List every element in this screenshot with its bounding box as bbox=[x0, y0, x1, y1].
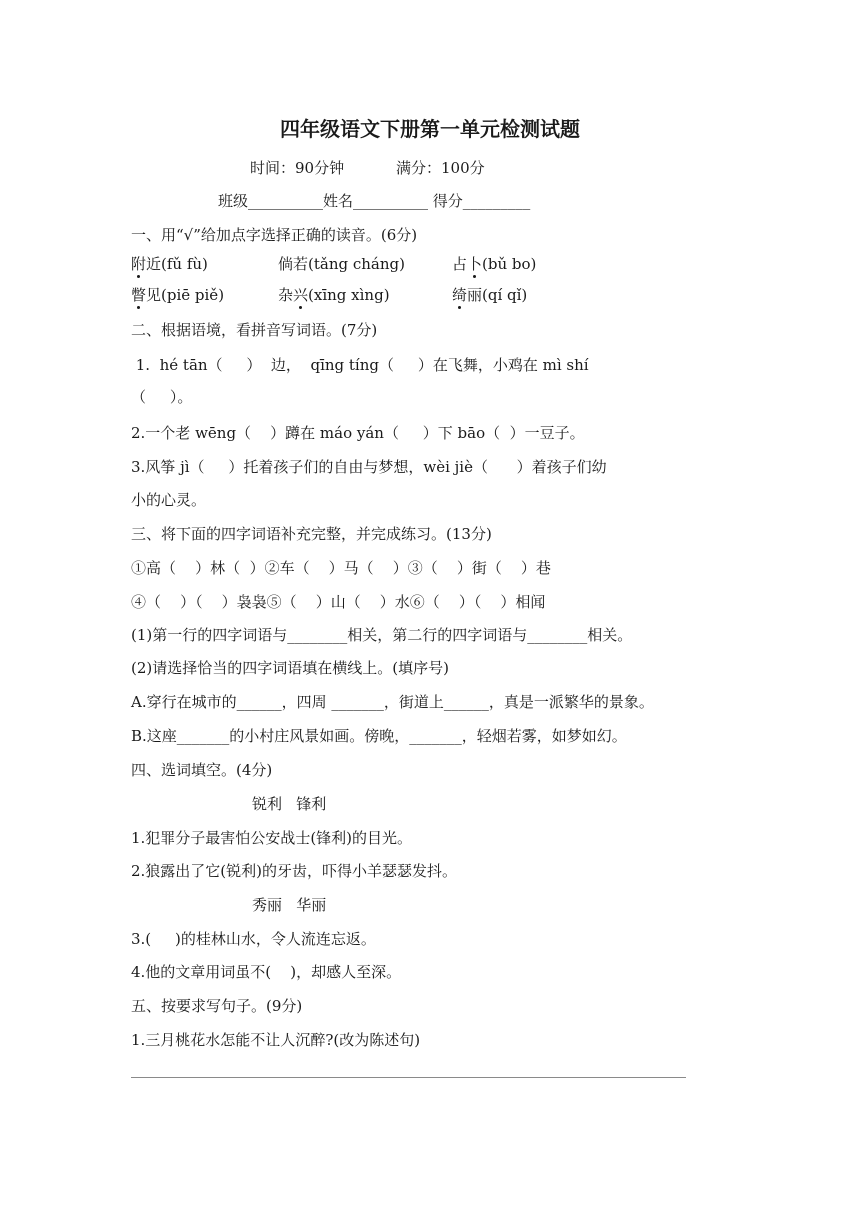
pinyin-item: 附近(fǔ fù) bbox=[131, 255, 208, 273]
pinyin-item: 占卜(bǔ bo) bbox=[452, 255, 537, 273]
section-1-heading: 一、用“√”给加点字选择正确的读音。(6分) bbox=[131, 226, 418, 244]
question-line: ①高（ ）林（ ）②车（ ）马（ ）③（ ）街（ ）巷 bbox=[131, 559, 551, 577]
question-line: 3.( )的桂林山水，令人流连忘返。 bbox=[131, 930, 376, 948]
score-label: 满分：100分 bbox=[396, 159, 485, 177]
question-line: 3.风筝 jì（ ）托着孩子们的自由与梦想，wèi jiè（ ）着孩子们幼 bbox=[131, 458, 607, 476]
pinyin-item: 杂兴(xīng xìng) bbox=[278, 286, 390, 304]
section-3-heading: 三、将下面的四字词语补充完整，并完成练习。(13分) bbox=[131, 525, 492, 543]
question-line: （ ）。 bbox=[131, 388, 193, 406]
question-line: 1. hé tān（ ） 边， qīng tíng（ ）在飞舞，小鸡在 mì shí bbox=[131, 356, 589, 374]
question-line: A.穿行在城市的______，四周 _______，街道上______，真是一派繁华的景象。 bbox=[131, 693, 654, 711]
pinyin-item: 倘若(tǎng cháng) bbox=[278, 255, 405, 273]
question-line: B.这座_______的小村庄风景如画。傍晚，_______，轻烟若雾，如梦如幻。 bbox=[131, 727, 627, 745]
word-options: 秀丽 华丽 bbox=[252, 896, 327, 914]
pinyin-item: 瞥见(piē piě) bbox=[131, 286, 225, 304]
page-title: 四年级语文下册第一单元检测试题 bbox=[280, 117, 580, 141]
section-4-heading: 四、选词填空。(4分) bbox=[131, 761, 273, 779]
time-label: 时间：90分钟 bbox=[250, 159, 345, 177]
section-2-heading: 二、根据语境，看拼音写词语。(7分) bbox=[131, 321, 378, 339]
question-line: ④（ ）（ ）袅袅⑤（ ）山（ ）水⑥（ ）（ ）相闻 bbox=[131, 593, 546, 611]
question-line: 小的心灵。 bbox=[131, 491, 207, 509]
question-line: 2.狼露出了它(锐利)的牙齿，吓得小羊瑟瑟发抖。 bbox=[131, 862, 458, 880]
pinyin-item: 绮丽(qí qǐ) bbox=[452, 286, 528, 304]
question-line: 2.一个老 wēng（ ）蹲在 máo yán（ ）下 bāo（ ）一豆子。 bbox=[131, 424, 585, 442]
student-info-line: 班级__________姓名__________ 得分_________ bbox=[218, 192, 531, 210]
question-line: (2)请选择恰当的四字词语填在横线上。(填序号) bbox=[131, 659, 449, 677]
answer-line bbox=[131, 1077, 686, 1078]
word-options: 锐利 锋利 bbox=[252, 795, 327, 813]
section-5-heading: 五、按要求写句子。(9分) bbox=[131, 997, 303, 1015]
question-line: 1.三月桃花水怎能不让人沉醉?(改为陈述句) bbox=[131, 1031, 421, 1049]
question-line: (1)第一行的四字词语与________相关，第二行的四字词语与________相关。 bbox=[131, 626, 633, 644]
question-line: 1.犯罪分子最害怕公安战士(锋利)的目光。 bbox=[131, 829, 413, 847]
question-line: 4.他的文章用词虽不( )，却感人至深。 bbox=[131, 963, 402, 981]
